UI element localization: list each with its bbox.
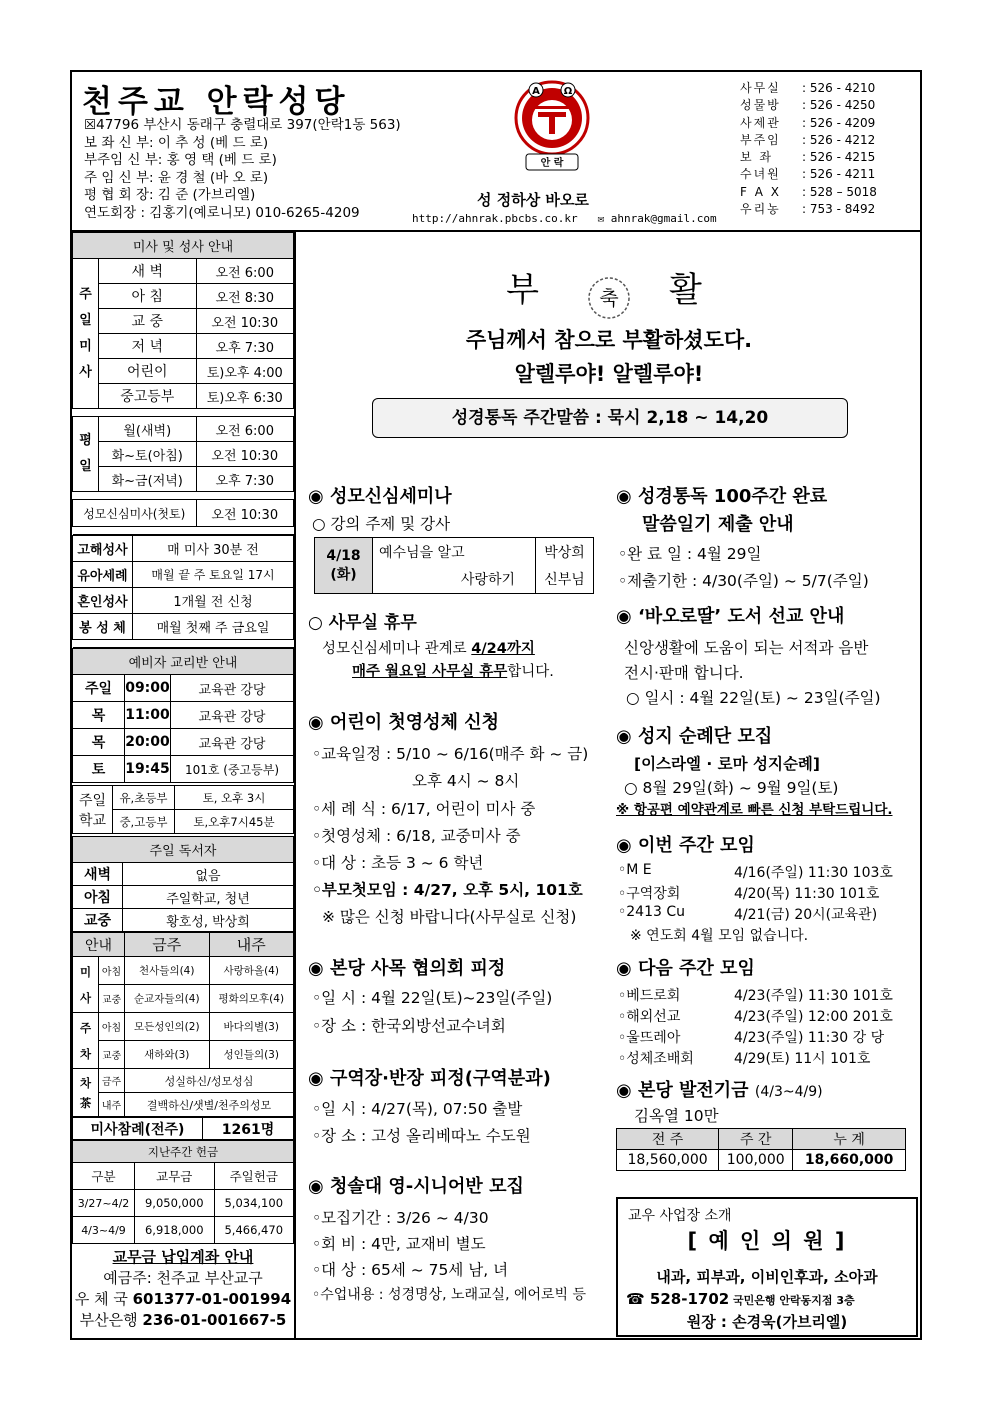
text-line: 오후 4시 ~ 8시 [412,772,520,790]
table-cell: 3/27~4/2 [73,1190,135,1217]
text-line: 사무실 [740,81,781,95]
table-cell: 토,오후7시45분 [175,810,294,834]
text-line: ◦베드로회 [618,988,681,1004]
table-cell: 9,050,000 [135,1190,215,1217]
table-cell: 금주 [99,1069,125,1093]
text-line: ○ 8월 29일(화) ~ 9월 9일(토) [624,779,839,797]
text-line: : 526 - 4215 [802,150,876,165]
text-line: ◦대 상 : 초등 3 ~ 6 학년 [312,854,484,872]
text-line: : 528 – 5018 [802,184,877,199]
text-line: ◦모집기간 : 3/26 ~ 4/30 [312,1209,489,1227]
text-line: ◦회 비 : 4만, 교재비 별도 [312,1235,486,1253]
readers-table [72,836,294,932]
address: ☒47796 부산시 동래구 충렬대로 397(안락1동 563) [84,117,401,133]
table-cell: 누 계 [793,1129,906,1150]
table-cell [73,492,294,500]
service-guide-table [72,932,294,1117]
table-cell: 오전 8:30 [196,284,293,309]
table-cell: 교 중 [99,309,197,334]
website-link[interactable]: http://ahnrak.pbcbs.co.kr [412,212,578,225]
text-line: 성물방 [740,98,781,113]
table-cell: 지난주간 헌금 [73,1141,294,1163]
bible-reading-box: 성경통독 주간말씀 : 묵시 2,18 ~ 14,20 [372,398,848,438]
text-line: ◦울뜨레아 [618,1030,681,1046]
laurel-emblem-icon [583,272,635,324]
text-line: 전시·판매 합니다. [624,664,744,682]
text-line: : 526 - 4210 [802,81,876,95]
table-cell: 순교자들의(4) [125,985,210,1013]
text-line: 부주임 [740,132,781,147]
table-cell: 박상희 [536,538,594,566]
table-cell: 중,고등부 [113,810,175,834]
table-cell: 교중 [73,909,123,932]
text-line: ◦구역장회 [618,886,681,902]
text-line: ◦제출기한 : 4/30(주일) ~ 5/7(주일) [618,572,869,590]
table-cell: 주일학교, 청년 [123,886,294,909]
table-cell: 오전 10:30 [196,309,293,334]
table-cell: 19:45 [125,756,171,783]
table-cell: 09:00 [125,675,171,702]
text-line: 신앙생활에 도움이 되는 서적과 음반 [624,639,869,657]
text-line: ◦완 료 일 : 4월 29일 [618,545,762,563]
contact-links [412,212,717,225]
text-line: ◦교육일정 : 5/10 ~ 6/16(매주 화 ~ 금) [312,745,589,763]
table-cell: 목 [73,702,125,729]
text-line: ◦부모첫모임 : 4/27, 오후 5시, 101호 [312,881,583,899]
table-cell: 오전 10:30 [196,442,293,467]
table-cell: 전 주 [617,1129,719,1150]
table-cell: 어린이 [99,359,197,384]
staff-line: 부주임 신 부: 홍 영 택 (베 드 로) [84,152,277,168]
phone-row [740,184,877,201]
table-cell: 주일헌금 [214,1163,294,1190]
account-heading: 교무금 납입계좌 안내 [112,1248,254,1266]
clinic-name: [ 예 인 의 원 ] [687,1229,847,1253]
staff-line: 연도회장 : 김홍기(예로니모) 010-6265-4209 [84,204,360,221]
section-heading: ◉ 성지 순례단 모집 [616,726,773,747]
text-line: ◦일 시 : 4/27(목), 07:50 출발 [312,1100,523,1118]
table-cell: 토 [73,756,125,783]
text-line: [이스라엘 · 로마 성지순례] [634,755,820,773]
table-cell: 오후 7:30 [196,334,293,359]
table-cell: 교중 [99,1041,125,1069]
table-cell: 매월 끝 주 토요일 17시 [133,562,294,588]
text-line: ◦세 례 식 : 6/17, 어린이 미사 중 [312,800,536,818]
text-line: 우리농 [740,202,781,217]
section-heading: ◉ 본당 사목 협의회 피정 [308,958,506,979]
table-cell: 주일 [73,675,125,702]
text-line: ◦수업내용 : 성경명상, 노래교실, 에어로빅 등 [312,1287,587,1303]
staff-line: 보 좌 신 부: 이 추 성 (베 드 로) [84,134,269,151]
text-line: ○ 일시 : 4월 22일(토) ~ 23일(주일) [626,689,881,707]
text-line: ◦장 소 : 한국외방선교수녀회 [312,1017,506,1035]
section-heading: ◉ 본당 발전기금 (4/3~4/9) [616,1080,823,1101]
table-cell: 오전 10:30 [196,500,293,527]
table-cell: 성모신심미사(첫토) [73,500,197,527]
svg-text:Ω: Ω [563,86,573,97]
text-line: ◦대 상 : 65세 ~ 75세 남, 녀 [312,1261,509,1279]
text-line: ※ 많은 신청 바랍니다(사무실로 신청) [322,908,577,926]
table-cell: 아침 [73,886,123,909]
text-line: ◦일 시 : 4월 22일(토)~23일(주일) [312,989,553,1007]
text-line: F A X [740,184,781,199]
mass-heading: 미사 및 성사 안내 [73,233,294,259]
text-line: 수녀원 [740,167,781,182]
staff-line: 주 임 신 부: 윤 경 철 (바 오 로) [84,169,269,186]
text-line: ◦성체조배회 [618,1051,694,1067]
account-block [72,1244,294,1331]
text-line: 4/16(주일) 11:30 103호 [734,865,893,881]
text-line: 4/21(금) 20시(교육관) [734,907,878,923]
table-cell: 1개월 전 신청 [133,588,294,614]
text-line: 4/23(주일) 12:00 201호 [734,1009,893,1025]
easter-line-1: 주님께서 참으로 부활하셨도다. [465,328,753,352]
table-cell: 오전 6:00 [196,417,293,442]
table-cell: 결백하신/샛별/천주의성모 [125,1093,294,1117]
phone-row [740,115,877,132]
text-line: 4/23(주일) 11:30 강 당 [734,1030,885,1046]
bulletin-page [70,70,922,1340]
table-cell: 내주 [209,933,294,957]
table-cell: 101호 (중고등부) [171,756,294,783]
section-heading: ◉ 구역장·반장 피정(구역분과) [308,1068,551,1089]
sacrament-table [72,535,294,648]
table-cell: 주 차 [73,1013,99,1069]
table-cell: 신부님 [536,566,594,594]
table-cell: 성실하신/성모성심 [125,1069,294,1093]
table-cell: 교무금 [135,1163,215,1190]
account-row: 부산은행 236-01-001667-5 [79,1311,287,1329]
table-cell: 사랑하올(4) [209,957,294,985]
church-logo-icon [512,78,592,178]
text-line: ◦첫영성체 : 6/18, 교중미사 중 [312,827,521,845]
table-cell: 새벽 [73,863,123,886]
section-heading: ◉ 성경통독 100주간 완료 [616,486,828,507]
clinic-phone: ☎ 528-1702 [626,1290,730,1308]
table-cell: 매월 첫째 주 금요일 [133,614,294,640]
text-line: 4/20(목) 11:30 101호 [734,886,880,902]
table-cell: 20:00 [125,729,171,756]
table-cell: 오전 6:00 [196,259,293,284]
table-cell: 없음 [123,863,294,886]
table-cell: 성인들의(3) [209,1041,294,1069]
svg-text:A: A [532,86,540,97]
phone-list [740,80,877,218]
left-sidebar [72,232,296,1340]
text-line: ◦해외선교 [618,1009,681,1025]
table-cell: 18,660,000 [793,1150,906,1171]
table-cell: 봉 성 체 [73,614,133,640]
table-cell: 고해성사 [73,536,133,562]
table-cell: 4/3~4/9 [73,1217,135,1244]
text-line: ○ 강의 주제 및 강사 [312,515,451,533]
text-line: : 753 - 8492 [802,202,876,217]
text-line: ◦장 소 : 고성 올리베따노 수도원 [312,1127,531,1145]
table-cell: 천사들의(4) [125,957,210,985]
weekday-label: 평 일 [73,417,99,492]
table-cell: 매 미사 30분 전 [133,536,294,562]
table-cell: 예비자 교리반 안내 [73,649,294,675]
text-line: 4/29(토) 11시 101호 [734,1051,871,1067]
seminar-date: 4/18 (화) [315,538,373,594]
text-line: : 526 - 4211 [802,167,876,182]
catechism-table [72,648,294,783]
offering-table [72,1140,294,1244]
text-line: : 526 - 4250 [802,98,876,113]
text-line: 매주 월요일 사무실 휴무합니다. [352,664,554,680]
table-cell: 아침 [99,957,125,985]
easter-line-2: 알렐루야! 알렐루야! [514,362,704,386]
section-heading: ◉ 성모신심세미나 [308,486,452,507]
svg-text:축: 축 [599,285,619,310]
mass-schedule-table [72,232,294,535]
table-cell: 100,000 [719,1150,793,1171]
account-row: 우 체 국 601377-01-001994 [74,1290,292,1308]
text-line: 보 좌 [740,150,773,165]
table-cell: 1261명 [203,1118,294,1140]
text-line: ○ 사무실 휴무 [308,613,417,633]
table-cell: 주일 독서자 [73,837,294,863]
text-line: ※ 항공편 예약관계로 빠른 신청 부탁드립니다. [616,802,893,818]
section-heading: ◉ ‘바오로딸’ 도서 선교 안내 [616,606,845,627]
section-heading: ◉ 다음 주간 모임 [616,958,755,979]
text-line: 성모신심세미나 관계로 4/24까지 [322,641,535,657]
phone-row [740,97,877,114]
table-cell: 오후 7:30 [196,467,293,492]
table-cell: 5,466,470 [214,1217,294,1244]
phone-row [740,80,877,97]
table-cell: 화~금(저녁) [99,467,197,492]
table-cell: 18,560,000 [617,1150,719,1171]
sunday-school-table [72,785,294,834]
table-cell: 화~토(아침) [99,442,197,467]
phone-row [740,201,877,218]
table-cell: 5,034,100 [214,1190,294,1217]
text-line: 사제관 [740,115,781,130]
church-title: 천주교 안락성당 [82,84,351,120]
email-link[interactable]: ✉ ahnrak@gmail.com [597,212,717,225]
text-line: 말씀일기 제출 안내 [642,514,794,535]
business-ad-box: 교우 사업장 소개 [ 예 인 의 원 ] 내과, 피부과, 이비인후과, 소아과 ☎ 528-1702 국민은행 안락동지점 3층 원장 : 손경욱(가브리엘) [616,1197,918,1337]
header [72,72,920,232]
section-heading: ◉ 어린이 첫영성체 신청 [308,712,499,733]
sunday-label: 주 일 미 사 [73,259,99,409]
main-content [298,232,920,1340]
table-cell: 내주 [99,1093,125,1117]
section-heading: ◉ 청솔대 영-시니어반 모집 [308,1176,524,1197]
table-cell [73,640,294,648]
table-cell: 모든성인의(2) [125,1013,210,1041]
table-cell: 사랑하기 [373,566,536,594]
text-line: ※ 연도회 4월 모임 없습니다. [630,928,809,944]
text-line: 4/23(주일) 11:30 101호 [734,988,893,1004]
table-cell: 주 간 [719,1129,793,1150]
address-block [84,117,401,222]
phone-row [740,132,877,149]
table-cell: 교중 [99,985,125,1013]
table-cell: 토, 오후 3시 [175,786,294,810]
table-cell: 혼인성사 [73,588,133,614]
table-cell: 미 사 [73,957,99,1013]
table-cell: 안내 [73,933,125,957]
table-cell: 교육관 강당 [171,729,294,756]
fund-table [616,1128,906,1171]
table-cell: 금주 [125,933,210,957]
table-cell: 토)오후 6:30 [196,384,293,409]
table-cell: 아 침 [99,284,197,309]
table-cell: 토)오후 4:00 [196,359,293,384]
account-holder: 예금주: 천주교 부산교구 [103,1269,263,1287]
table-cell: 예수님을 알고 [373,538,536,566]
attendance-table [72,1117,294,1140]
table-cell: 바다의별(3) [209,1013,294,1041]
section-heading: ◉ 이번 주간 모임 [616,835,755,856]
text-line: ◦2413 Cu [618,904,685,920]
text-line: : 526 - 4212 [802,132,876,147]
staff-line: 평 협 회 장: 김 준 (가브리엘) [84,187,256,203]
table-cell: 새하와(3) [125,1041,210,1069]
table-cell [73,527,294,535]
table-cell: 월(새벽) [99,417,197,442]
table-cell: 평화의모후(4) [209,985,294,1013]
school-label: 주일 학교 [73,786,113,834]
table-cell: 구분 [73,1163,135,1190]
table-cell: 중고등부 [99,384,197,409]
text-line: : 526 - 4209 [802,115,876,130]
table-cell [73,409,294,417]
table-cell: 황호성, 박상희 [123,909,294,932]
table-cell: 교육관 강당 [171,702,294,729]
phone-row [740,166,877,183]
patron-saint: 성 정하상 바오로 [477,191,589,209]
table-cell: 유아세례 [73,562,133,588]
table-cell: 아침 [99,1013,125,1041]
table-cell: 저 녁 [99,334,197,359]
text-line: 김옥열 10만 [634,1107,719,1125]
table-cell: 6,918,000 [135,1217,215,1244]
svg-text:안 락: 안 락 [540,158,564,169]
table-cell: 새 벽 [99,259,197,284]
table-cell: 차 茶 [73,1069,99,1117]
table-cell: 교육관 강당 [171,675,294,702]
seminar-table [314,537,594,594]
easter-title: 부 축 활 [298,262,920,324]
table-cell: 미사참례(전주) [73,1118,203,1140]
table-cell: 유,초등부 [113,786,175,810]
table-cell: 목 [73,729,125,756]
phone-row [740,149,877,166]
table-cell: 11:00 [125,702,171,729]
text-line: ◦M E [618,862,652,878]
